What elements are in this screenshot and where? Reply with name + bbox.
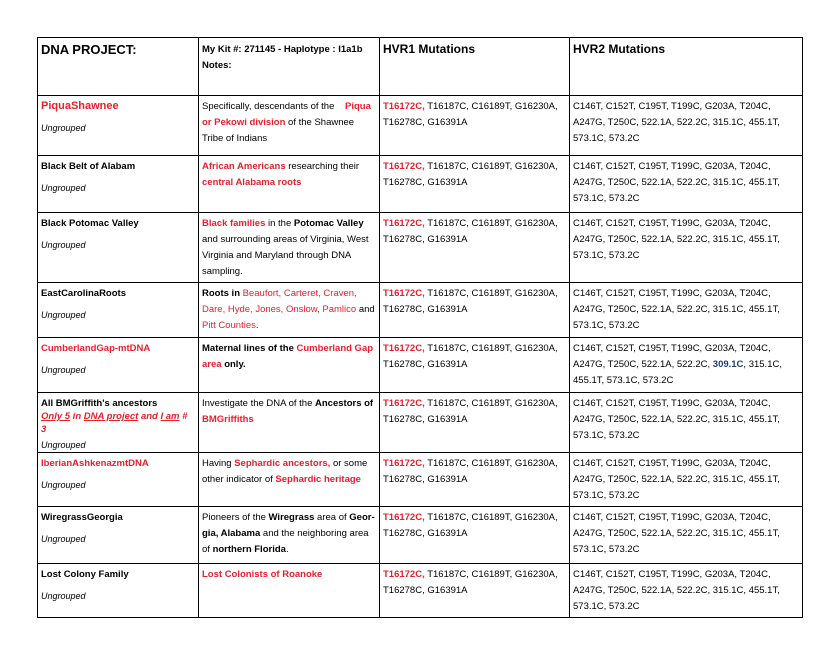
hvr2-cell [570,338,803,393]
desc-text: and the neighboring area of [202,528,369,555]
hvr1-mutations [383,567,566,599]
hvr2-cell [570,507,803,564]
desc-highlight: central Alabama roots [202,177,302,188]
project-name: Black Potomac Valley [41,218,139,229]
desc-text: . [285,544,289,555]
desc-bold: Ancestors of [315,398,374,409]
table-row [38,564,803,618]
desc-text: Pioneers of the [202,512,269,523]
note-part: in [70,411,84,422]
hvr1-mutations [383,456,566,488]
hvr1-cell [380,564,570,618]
hvr2-cell [570,156,803,213]
hvr1-cell [380,393,570,453]
project-note [41,410,195,436]
desc-bold: Geor-gia, Alabama [202,512,375,539]
hvr2-heading: HVR2 Mutations [573,42,666,56]
notes-label: Notes: [202,60,232,71]
dna-project-table [37,37,803,618]
table-row [38,283,803,338]
desc-bold: Maternal lines of the [202,343,297,354]
group-status: Ungrouped [41,591,86,601]
hvr1-key-mutation: T16172C, [383,512,425,523]
project-cell [38,283,199,338]
hvr1-mutations [383,341,566,373]
desc-highlight: Piqua or Pekowi division [202,101,371,128]
group-status: Ungrouped [41,310,86,320]
description [202,456,376,488]
hvr1-mutations [383,159,566,191]
hvr1-mutations [383,286,566,318]
hvr2-part: C146T, C152T, C195T, T199C, G203A, T204C, A247G, T250C, 522.1A, 522.2C, [573,343,771,370]
desc-text: and [356,304,375,315]
hvr1-key-mutation: T16172C, [383,569,425,580]
hvr1-heading: HVR1 Mutations [383,42,476,56]
desc-text: of the Shawnee Tribe of Indians [202,117,355,144]
desc-text: or some other indicator of [202,458,368,485]
desc-text: and surrounding areas of Virginia, West Virginia and Maryland through DNA sampling. [202,234,369,277]
hvr1-cell [380,453,570,507]
hvr2-mutations: C146T, C152T, C195T, T199C, G203A, T204C, A247G, T250C, 522.1A, 522.2C, 315.1C, 455.1T, 573.1C, 573.2C [573,218,780,261]
desc-highlight: Cumberland Gap area [202,343,374,370]
desc-text: researching their [285,161,360,172]
hvr1-mutations [383,216,566,248]
desc-highlight: BMGriffiths [202,414,254,425]
description-cell [199,213,380,283]
header-row [38,38,803,96]
project-cell [38,156,199,213]
project-name: WiregrassGeorgia [41,512,123,523]
desc-highlight: Pitt Counties [202,320,256,331]
group-status: Ungrouped [41,240,86,250]
group-status: Ungrouped [41,183,86,193]
project-cell [38,564,199,618]
note-part: and [138,411,161,422]
hvr1-mutations [383,396,566,428]
hvr1-rest: T16187C, C16189T, G16230A, T16278C, G16391A [383,161,558,188]
header-kit-cell [199,38,380,96]
hvr1-cell [380,156,570,213]
description-cell [199,507,380,564]
project-cell [38,213,199,283]
header-hvr2-cell [570,38,803,96]
hvr1-rest: T16187C, C16189T, G16230A, T16278C, G16391A [383,398,558,425]
description [202,286,376,334]
group-status: Ungrouped [41,123,86,133]
desc-highlight: Sephardic heritage [275,474,361,485]
hvr2-mutations: C146T, C152T, C195T, T199C, G203A, T204C, A247G, T250C, 522.1A, 522.2C, 315.1C, 455.1T, 573.1C, 573.2C [573,569,780,612]
hvr2-cell [570,213,803,283]
description [202,567,376,583]
hvr2-part: , 315.1C, 455.1T, 573.1C, 573.2C [573,359,782,386]
desc-highlight: African Americans [202,161,286,172]
desc-bold: Potomac Valley [293,218,364,229]
hvr1-key-mutation: T16172C, [383,101,425,112]
project-cell [38,453,199,507]
desc-highlight: Sephardic ancestors, [234,458,331,469]
desc-text: Having [202,458,235,469]
table-row [38,213,803,283]
note-part: # 3 [41,411,188,435]
table-row [38,453,803,507]
hvr2-cell [570,453,803,507]
hvr1-key-mutation: T16172C, [383,218,425,229]
description-cell [199,156,380,213]
desc-text: Investigate the DNA of the [202,398,316,409]
hvr2-cell [570,393,803,453]
hvr1-key-mutation: T16172C, [383,343,425,354]
desc-text: . [255,320,259,331]
project-name: PiquaShawnee [41,100,119,112]
desc-text: in the [265,218,294,229]
hvr1-cell [380,96,570,156]
hvr2-mutations: C146T, C152T, C195T, T199C, G203A, T204C, A247G, T250C, 522.1A, 522.2C, 315.1C, 455.1T, 573.1C, 573.2C [573,458,780,501]
hvr1-mutations [383,99,566,131]
note-part: DNA project [83,411,139,422]
table-row [38,338,803,393]
description [202,510,376,558]
hvr2-mutations: C146T, C152T, C195T, T199C, G203A, T204C, A247G, T250C, 522.1A, 522.2C, 315.1C, 455.1T, 573.1C, 573.2C [573,101,780,144]
hvr2-mutations: C146T, C152T, C195T, T199C, G203A, T204C, A247G, T250C, 522.1A, 522.2C, 315.1C, 455.1T, 573.1C, 573.2C [573,512,780,555]
project-cell [38,338,199,393]
header-hvr1-cell [380,38,570,96]
hvr1-rest: T16187C, C16189T, G16230A, T16278C, G16391A [383,458,558,485]
description-cell [199,283,380,338]
desc-bold: Wiregrass [268,512,315,523]
hvr1-cell [380,507,570,564]
project-name: All BMGriffith's ancestors [41,398,158,409]
desc-highlight: Beaufort, Carteret, Craven, Dare, Hyde, Jones, Onslow, Pamlico [202,288,357,315]
description [202,396,376,428]
group-status: Ungrouped [41,440,86,450]
note-part: I am [160,411,180,422]
hvr1-mutations [383,510,566,542]
hvr1-rest: T16187C, C16189T, G16230A, T16278C, G16391A [383,218,558,245]
project-name: CumberlandGap-mtDNA [41,343,151,354]
page-title: DNA PROJECT: [41,42,137,57]
project-cell [38,96,199,156]
project-name: EastCarolinaRoots [41,288,126,299]
description [202,216,376,280]
header-title-cell [38,38,199,96]
description [202,99,376,147]
project-name: IberianAshkenazmtDNA [41,458,149,469]
project-name: Lost Colony Family [41,569,129,580]
hvr1-rest: T16187C, C16189T, G16230A, T16278C, G16391A [383,101,558,128]
hvr1-rest: T16187C, C16189T, G16230A, T16278C, G16391A [383,288,558,315]
note-part: Only 5 [41,411,71,422]
hvr2-mutations: C146T, C152T, C195T, T199C, G203A, T204C, A247G, T250C, 522.1A, 522.2C, 315.1C, 455.1T, 573.1C, 573.2C [573,398,780,441]
desc-highlight: Black families [202,218,266,229]
group-status: Ungrouped [41,534,86,544]
desc-bold: only. [221,359,246,370]
description-cell [199,338,380,393]
group-status: Ungrouped [41,480,86,490]
description-cell [199,96,380,156]
project-cell [38,507,199,564]
table-row [38,393,803,453]
desc-text: area of [314,512,350,523]
kit-line: My Kit #: 271145 - Haplotype : I1a1b [202,44,363,55]
desc-highlight: Lost Colonists of Roanoke [202,569,323,580]
hvr1-cell [380,283,570,338]
hvr1-key-mutation: T16172C, [383,161,425,172]
description-cell [199,453,380,507]
hvr1-key-mutation: T16172C, [383,288,425,299]
description-cell [199,564,380,618]
description [202,341,376,373]
group-status: Ungrouped [41,365,86,375]
table-row [38,507,803,564]
hvr2-mutations [573,341,799,389]
desc-text: Specifically, descendants of the [202,101,338,112]
hvr1-key-mutation: T16172C, [383,398,425,409]
desc-bold: northern Florida [212,544,286,555]
project-name: Black Belt of Alabam [41,161,136,172]
hvr2-cell [570,283,803,338]
table-row [38,96,803,156]
hvr1-rest: T16187C, C16189T, G16230A, T16278C, G16391A [383,512,558,539]
hvr2-cell [570,96,803,156]
hvr1-cell [380,338,570,393]
description-cell [199,393,380,453]
hvr1-key-mutation: T16172C, [383,458,425,469]
hvr1-rest: T16187C, C16189T, G16230A, T16278C, G16391A [383,343,558,370]
project-cell [38,393,199,453]
description [202,159,376,191]
hvr1-cell [380,213,570,283]
desc-bold: Roots in [202,288,243,299]
hvr1-rest: T16187C, C16189T, G16230A, T16278C, G16391A [383,569,558,596]
hvr2-mutations: C146T, C152T, C195T, T199C, G203A, T204C, A247G, T250C, 522.1A, 522.2C, 315.1C, 455.1T, 573.1C, 573.2C [573,161,780,204]
table-row [38,156,803,213]
hvr2-cell [570,564,803,618]
hvr2-mutations: C146T, C152T, C195T, T199C, G203A, T204C, A247G, T250C, 522.1A, 522.2C, 315.1C, 455.1T, 573.1C, 573.2C [573,288,780,331]
hvr2-special-mutation: 309.1C [712,359,744,370]
